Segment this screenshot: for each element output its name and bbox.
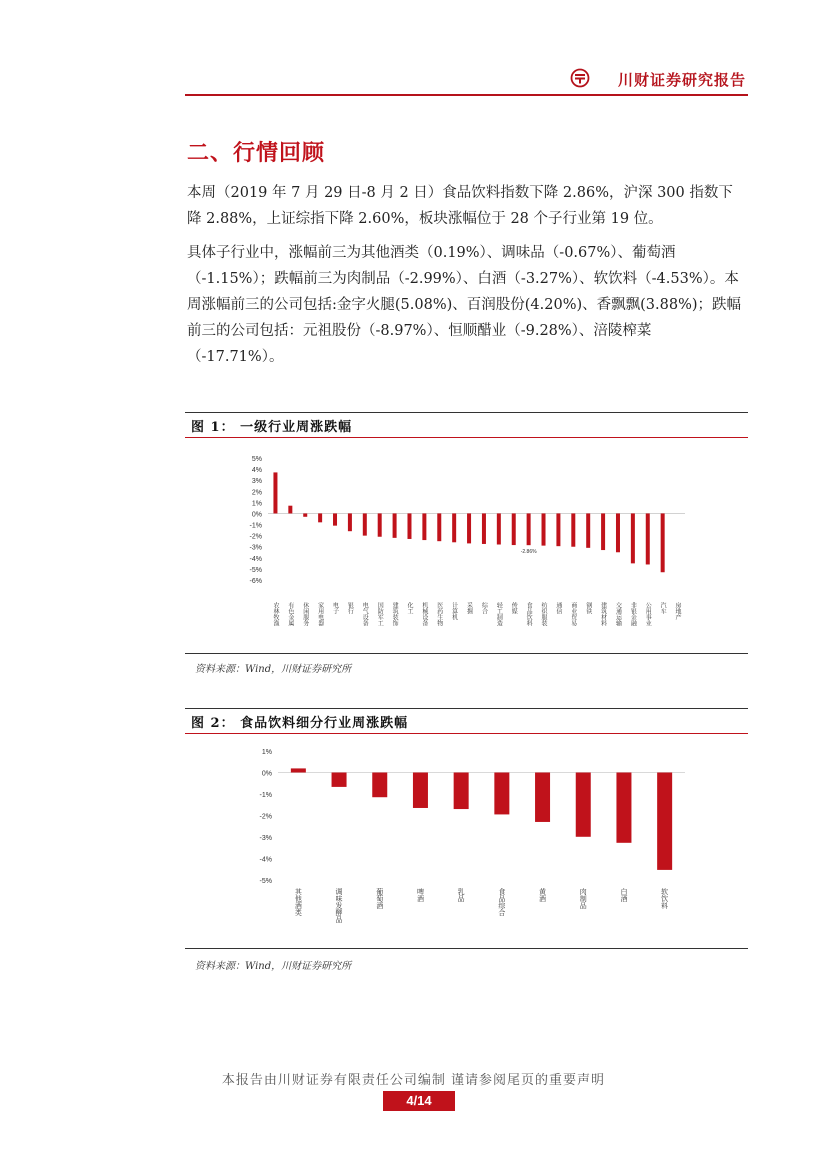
data-label: -2.86% (520, 549, 537, 556)
x-category-label: 啤酒 (416, 888, 425, 902)
bar (616, 773, 631, 843)
bar (452, 513, 456, 542)
page-number: 4/14 (383, 1091, 455, 1111)
y-tick-label: -5% (249, 566, 262, 574)
bar (586, 513, 590, 547)
bar (512, 513, 516, 545)
x-category-label: 食品综合 (497, 888, 506, 916)
x-category-label: 交通运输 (614, 602, 622, 626)
x-category-label: 汽车 (659, 602, 667, 614)
x-category-label: 银行 (346, 602, 354, 614)
figure1-divider (185, 653, 748, 654)
bar (497, 513, 501, 544)
x-category-label: 休闲服务 (301, 602, 309, 626)
page-header (185, 66, 748, 96)
y-tick-label: 4% (251, 467, 262, 475)
y-tick-label: -3% (259, 835, 272, 842)
bar (631, 513, 635, 563)
y-tick-label: -1% (249, 522, 262, 530)
x-category-label: 非银金融 (629, 602, 637, 626)
x-category-label: 医药生物 (435, 602, 443, 626)
figure1-title: 图 1： 一级行业周涨跌幅 (191, 420, 353, 435)
bar (467, 513, 471, 543)
bar (482, 513, 486, 544)
bar (616, 513, 620, 552)
y-tick-label: 3% (251, 478, 262, 486)
bar (535, 773, 550, 822)
x-category-label: 建筑装饰 (391, 602, 399, 626)
figure2-title: 图 2： 食品饮料细分行业周涨跌幅 (191, 716, 409, 731)
y-tick-label: 2% (251, 489, 262, 497)
x-category-label: 计算机 (450, 602, 458, 620)
chuancai-logo-icon (570, 68, 590, 88)
x-category-label: 轻工制造 (495, 602, 503, 626)
x-category-label: 电子 (331, 602, 339, 614)
y-tick-label: -6% (249, 578, 262, 585)
x-category-label: 调味发酵品 (335, 888, 344, 923)
bar (527, 513, 531, 545)
bar (372, 773, 387, 798)
x-category-label: 建筑材料 (599, 602, 607, 626)
x-category-label: 家用电器 (316, 602, 324, 626)
bar (576, 773, 591, 837)
x-category-label: 商业贸易 (569, 602, 577, 626)
x-category-label: 钢铁 (584, 602, 592, 614)
bar (318, 513, 322, 522)
y-tick-label: -3% (249, 544, 262, 552)
x-category-label: 软饮料 (660, 888, 669, 909)
x-category-label: 国防军工 (376, 602, 384, 626)
bar (413, 773, 428, 808)
bar (437, 513, 441, 541)
y-tick-label: 1% (261, 749, 272, 756)
section-title: 二、行情回顾 (187, 140, 326, 166)
x-category-label: 有色金属 (286, 602, 294, 626)
y-tick-label: -1% (259, 792, 272, 799)
bar (542, 513, 546, 545)
x-category-label: 白酒 (619, 888, 628, 902)
x-category-label: 肉制品 (579, 888, 588, 909)
x-category-label: 电气设备 (361, 602, 369, 626)
figure2-chart (185, 742, 748, 942)
bar (646, 513, 650, 564)
bar (291, 768, 306, 772)
bar (407, 513, 411, 539)
market-review-paragraph: 本周（2019 年 7 月 29 日-8 月 2 日）食品饮料指数下降 2.86%，沪深 300 指数下降 2.88%，上证综指下降 2.60%，板块涨幅位于 28 个子行业第 19 位。 (187, 185, 733, 227)
y-tick-label: -4% (249, 555, 262, 563)
x-category-label: 纺织服装 (540, 602, 548, 626)
x-category-label: 综合 (480, 602, 488, 614)
bar (348, 513, 352, 531)
x-category-label: 机械设备 (420, 602, 428, 626)
bar (657, 773, 672, 870)
figure1-header (185, 412, 748, 438)
bar (393, 513, 397, 537)
figure2-header (185, 708, 748, 734)
bar (303, 513, 307, 516)
figure2-source: 资料来源：Wind，川财证券研究所 (195, 961, 352, 972)
bar (494, 773, 509, 815)
bar (454, 773, 469, 810)
subsector-paragraph: 具体子行业中，涨幅前三为其他酒类（0.19%）、调味品（-0.67%）、葡萄酒（-1.15%）；跌幅前三为肉制品（-2.99%）、白酒（-3.27%）、软饮料（-4.53%）。本周涨幅前三的公司包括:金字火腿(5.08%)、百润股份(4.20%)、香飘飘(3.88%)；跌幅前三的公司包括：元祖股份（-8.97%）、恒顺醋业（-9.28%）、涪陵榨菜（-17.71%）。 (187, 245, 742, 365)
x-category-label: 农林牧渔 (271, 602, 279, 626)
bar (363, 513, 367, 535)
bar (333, 513, 337, 525)
x-category-label: 其他酒类 (294, 888, 303, 916)
bar (288, 506, 292, 514)
x-category-label: 公用事业 (644, 602, 652, 626)
y-tick-label: -4% (259, 856, 272, 864)
y-tick-label: 1% (251, 500, 262, 508)
x-category-label: 通信 (554, 602, 562, 614)
y-tick-label: 0% (251, 511, 262, 519)
disclaimer-note: 本报告由川财证券有限责任公司编制 谨请参阅尾页的重要声明 (221, 1073, 606, 1088)
x-category-label: 化工 (405, 602, 413, 614)
figure2-divider (185, 948, 748, 949)
y-tick-label: -2% (259, 813, 272, 821)
report-brand-title: 川财证券研究报告 (617, 71, 746, 89)
y-tick-label: -5% (259, 878, 272, 885)
bar (378, 513, 382, 536)
x-category-label: 房地产 (674, 602, 682, 620)
figure1-source: 资料来源：Wind，川财证券研究所 (195, 664, 352, 675)
bar (422, 513, 426, 540)
x-category-label: 传媒 (510, 602, 518, 614)
y-tick-label: 5% (251, 456, 262, 463)
bar (273, 472, 277, 513)
y-tick-label: -2% (249, 533, 262, 541)
x-category-label: 乳品 (457, 888, 466, 902)
x-category-label: 黄酒 (538, 888, 547, 902)
x-category-label: 采掘 (465, 602, 473, 614)
figure1-chart (185, 450, 748, 650)
bar (332, 773, 347, 787)
x-category-label: 葡萄酒 (375, 888, 384, 909)
bar (601, 513, 605, 550)
bar (556, 513, 560, 546)
bar (661, 513, 665, 572)
bar (571, 513, 575, 546)
y-tick-label: 0% (261, 770, 272, 778)
x-category-label: 食品饮料 (525, 602, 533, 626)
